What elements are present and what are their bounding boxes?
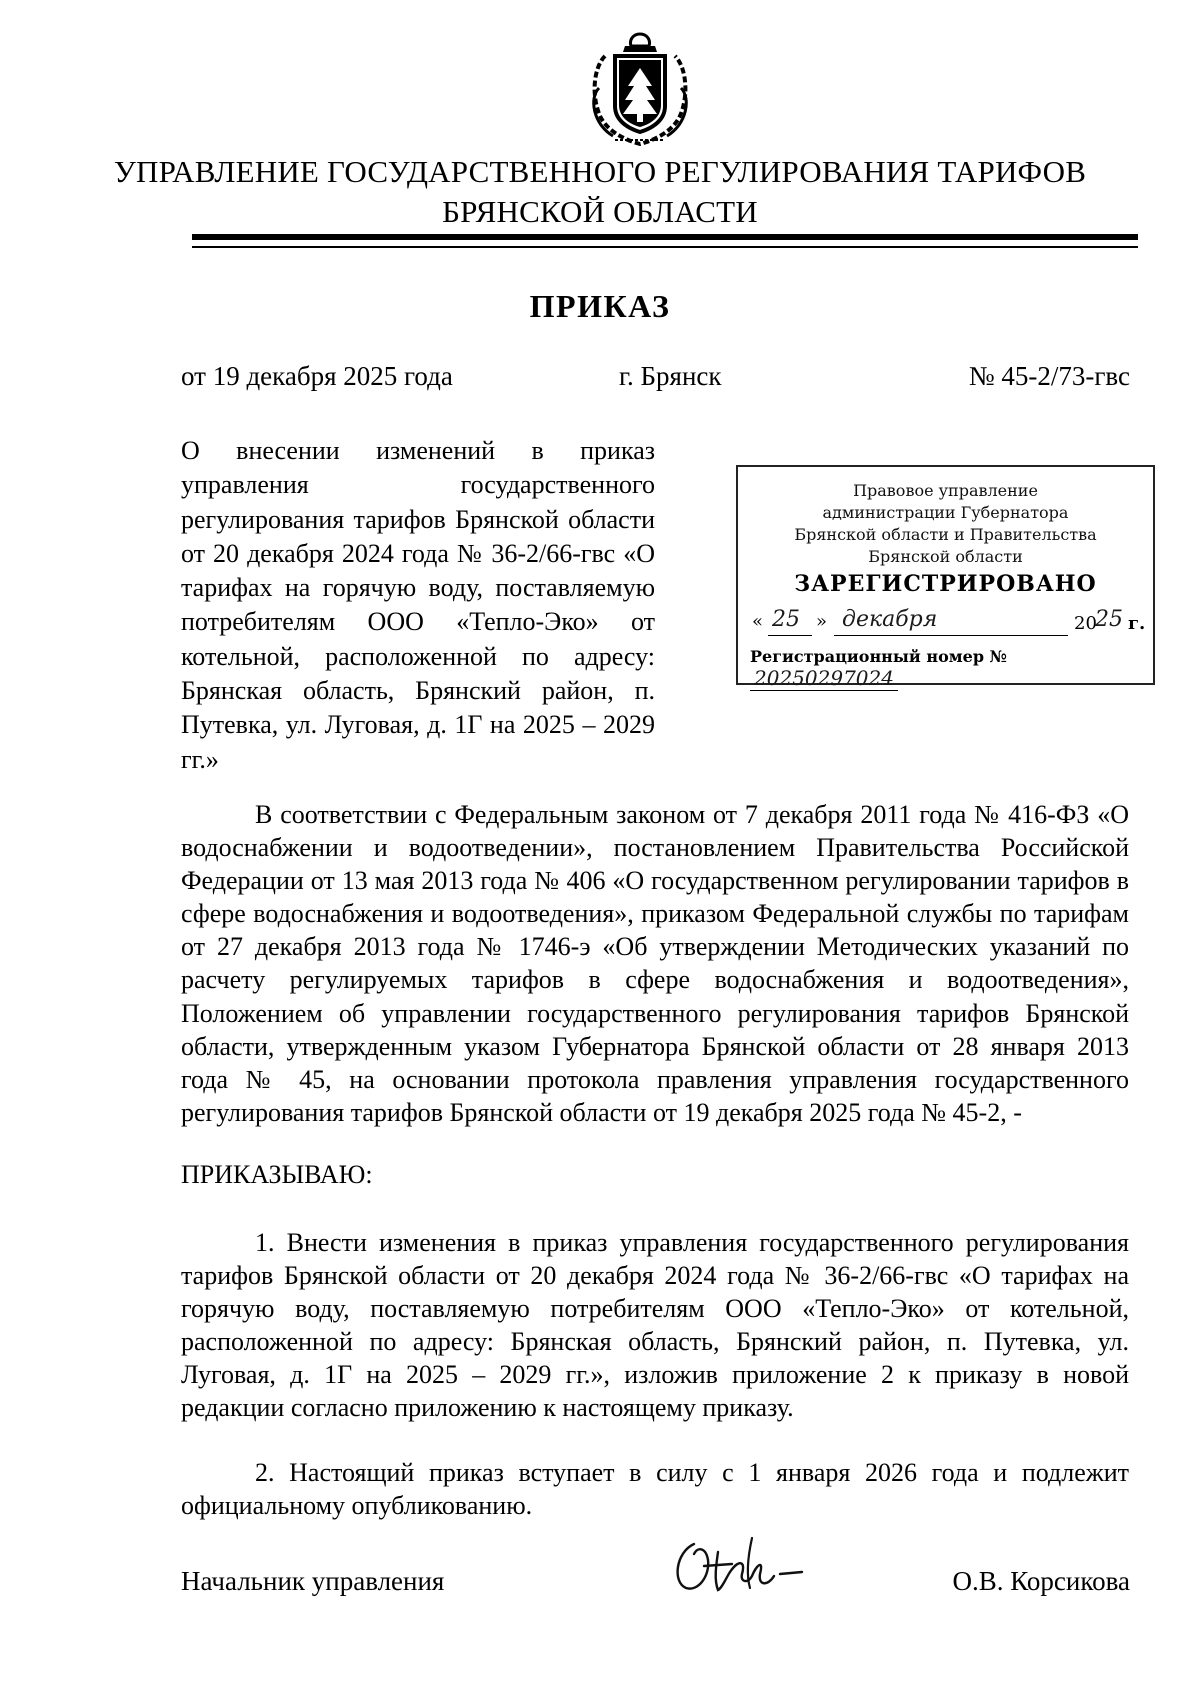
order-subject	[181, 434, 655, 777]
stamp-date-line: « 25 » декабря 20 25 г.	[752, 607, 1146, 634]
stamp-line-4: Брянской области	[868, 547, 1023, 566]
stamp-status: ЗАРЕГИСТРИРОВАНО	[794, 571, 1097, 597]
order-directive: ПРИКАЗЫВАЮ:	[181, 1160, 373, 1189]
handwritten-signature	[668, 1530, 816, 1600]
stamp-year-label: г.	[1128, 613, 1146, 634]
document-title: ПРИКАЗ	[529, 288, 671, 324]
organization-name-line1: УПРАВЛЕНИЕ ГОСУДАРСТВЕННОГО РЕГУЛИРОВАНИЯ ТАРИФОВ	[113, 154, 1087, 189]
stamp-reg-label: Регистрационный номер №	[750, 647, 1007, 666]
order-item-1-text: 1. Внести изменения в приказ управления государственного регулирования тарифов Брянской области от 20 декабря 2024 года № 36-2/66-гвс «О тарифах на горячую воду, поставляемую потребителям ООО «Тепло-Эко» от котельной, расположенной по адресу: Брянская область, Брянский район, п. Путевка, ул. Луговая, д. 1Г на 2025 – 2029 гг.», изложив приложение 2 к приказу в новой редакции согласно приложению к настоящему приказу.	[181, 1228, 1129, 1423]
registration-stamp	[736, 465, 1155, 690]
order-date: от 19 декабря 2025 года	[181, 361, 453, 391]
stamp-day: 25	[772, 607, 800, 632]
order-number: № 45-2/73-гвс	[968, 361, 1130, 391]
stamp-line-3: Брянской области и Правительства	[794, 525, 1097, 544]
stamp-year-suffix: 25	[1095, 607, 1123, 632]
signatory-position: Начальник управления	[181, 1566, 445, 1596]
stamp-registration-number	[750, 647, 1146, 690]
stamp-line-2: администрации Губернатора	[822, 503, 1069, 522]
coat-of-arms-emblem	[585, 28, 695, 150]
header-divider-thin	[192, 246, 1138, 248]
stamp-month: декабря	[842, 607, 938, 632]
preamble-text: В соответствии с Федеральным законом от 7 декабря 2011 года № 416-ФЗ «О водоснабжении и водоотведении», постановлением Правительства Российской Федерации от 13 мая 2013 года № 406 «О государственном регулировании тарифов в сфере водоснабжения и водоотведения», приказом Федеральной службы по тарифам от 27 декабря 2013 года № 1746-э «Об утверждении Методических указаний по расчету регулируемых тарифов в сфере водоснабжения и водоотведения», Положением об управлении государственного регулирования тарифов Брянской области, утвержденным указом Губернатора Брянской области от 28 января 2013 года № 45, на основании протокола правления управления государственного регулирования тарифов Брянской области от 19 декабря 2025 года № 45-2, -	[181, 800, 1129, 1127]
stamp-year-prefix: 20	[1074, 613, 1097, 634]
stamp-line-1: Правовое управление	[853, 481, 1038, 500]
order-subject-text: О внесении изменений в приказ управления государственного регулирования тарифов Брянской области от 20 декабря 2024 года № 36-2/66-гвс «О тарифах на горячую воду, поставляемую потребителям ООО «Тепло-Эко» от котельной, расположенной по адресу: Брянская область, Брянский район, п. Путевка, ул. Луговая, д. 1Г на 2025 – 2029 гг.»	[181, 436, 655, 774]
organization-name-line2: БРЯНСКОЙ ОБЛАСТИ	[442, 194, 758, 229]
order-city: г. Брянск	[619, 361, 722, 391]
order-item-1	[181, 1226, 1129, 1425]
order-item-2	[181, 1456, 1129, 1522]
signatory-name: О.В. Корсикова	[952, 1566, 1130, 1596]
organization-name	[0, 152, 1200, 232]
header-divider-thick	[192, 234, 1138, 240]
order-preamble	[181, 798, 1129, 1129]
stamp-reg-number: 20250297024	[750, 666, 898, 691]
order-item-2-text: 2. Настоящий приказ вступает в силу с 1 января 2026 года и подлежит официальному опубликованию.	[181, 1458, 1129, 1521]
